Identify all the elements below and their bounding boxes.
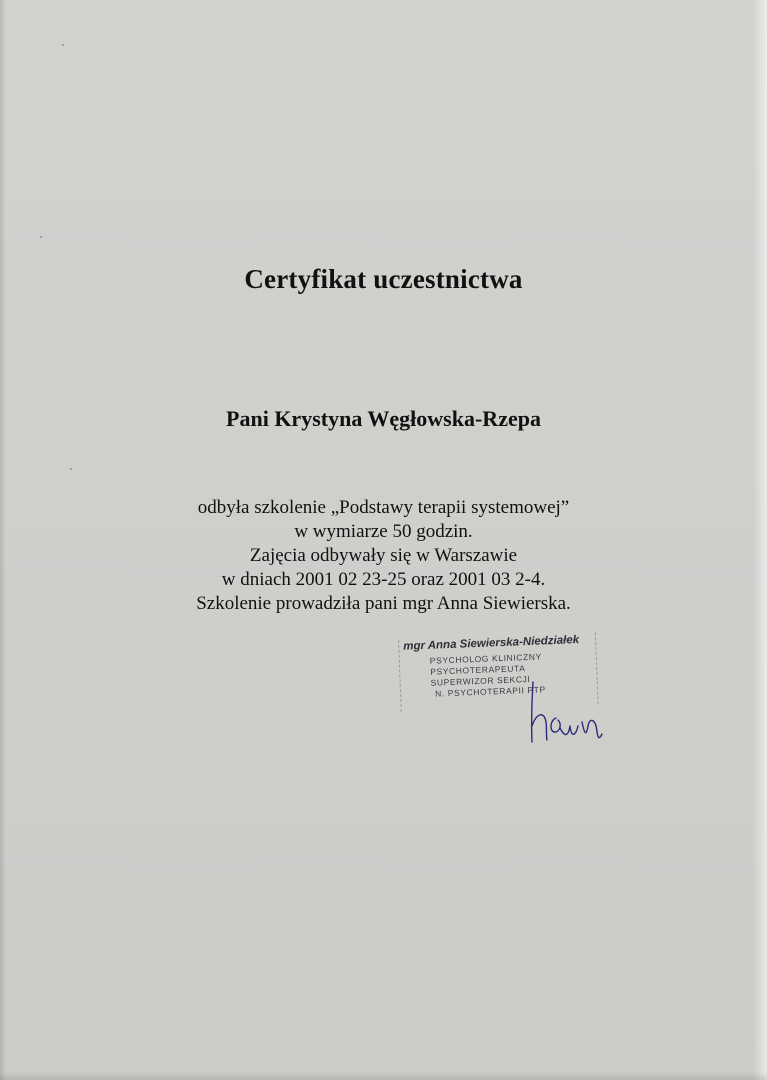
body-line: odbyła szkolenie „Podstawy terapii systemowej” xyxy=(197,497,570,518)
handwritten-signature xyxy=(500,676,620,756)
scan-speck xyxy=(40,236,42,238)
body-line: w wymiarze 50 godzin. xyxy=(294,521,473,542)
body-line: w dniach 2001 02 23-25 oraz 2001 03 2-4. xyxy=(221,569,546,590)
signature-stroke xyxy=(532,682,602,742)
recipient-name: Pani Krystyna Węgłowska-Rzepa xyxy=(226,406,541,431)
scan-speck xyxy=(70,468,72,470)
stamp-line: PSYCHOLOG KLINICZNY xyxy=(429,651,542,666)
body-line: Szkolenie prowadziła pani mgr Anna Siewierska. xyxy=(196,593,571,614)
stamp-line: PSYCHOTERAPEUTA xyxy=(430,663,526,677)
stamp-name: mgr Anna Siewierska-Niedziałek xyxy=(403,634,580,653)
scan-speck xyxy=(62,44,64,46)
page-bottom-edge-shadow xyxy=(0,1072,767,1080)
stamp-line: N. PSYCHOTERAPII PTP xyxy=(434,684,546,699)
certificate-title: Certyfikat uczestnictwa xyxy=(244,264,523,294)
certificate-body xyxy=(0,496,767,616)
body-line: Zajęcia odbywały się w Warszawie xyxy=(249,545,518,566)
stamp-line: SUPERWIZOR SEKCJI xyxy=(430,673,531,688)
